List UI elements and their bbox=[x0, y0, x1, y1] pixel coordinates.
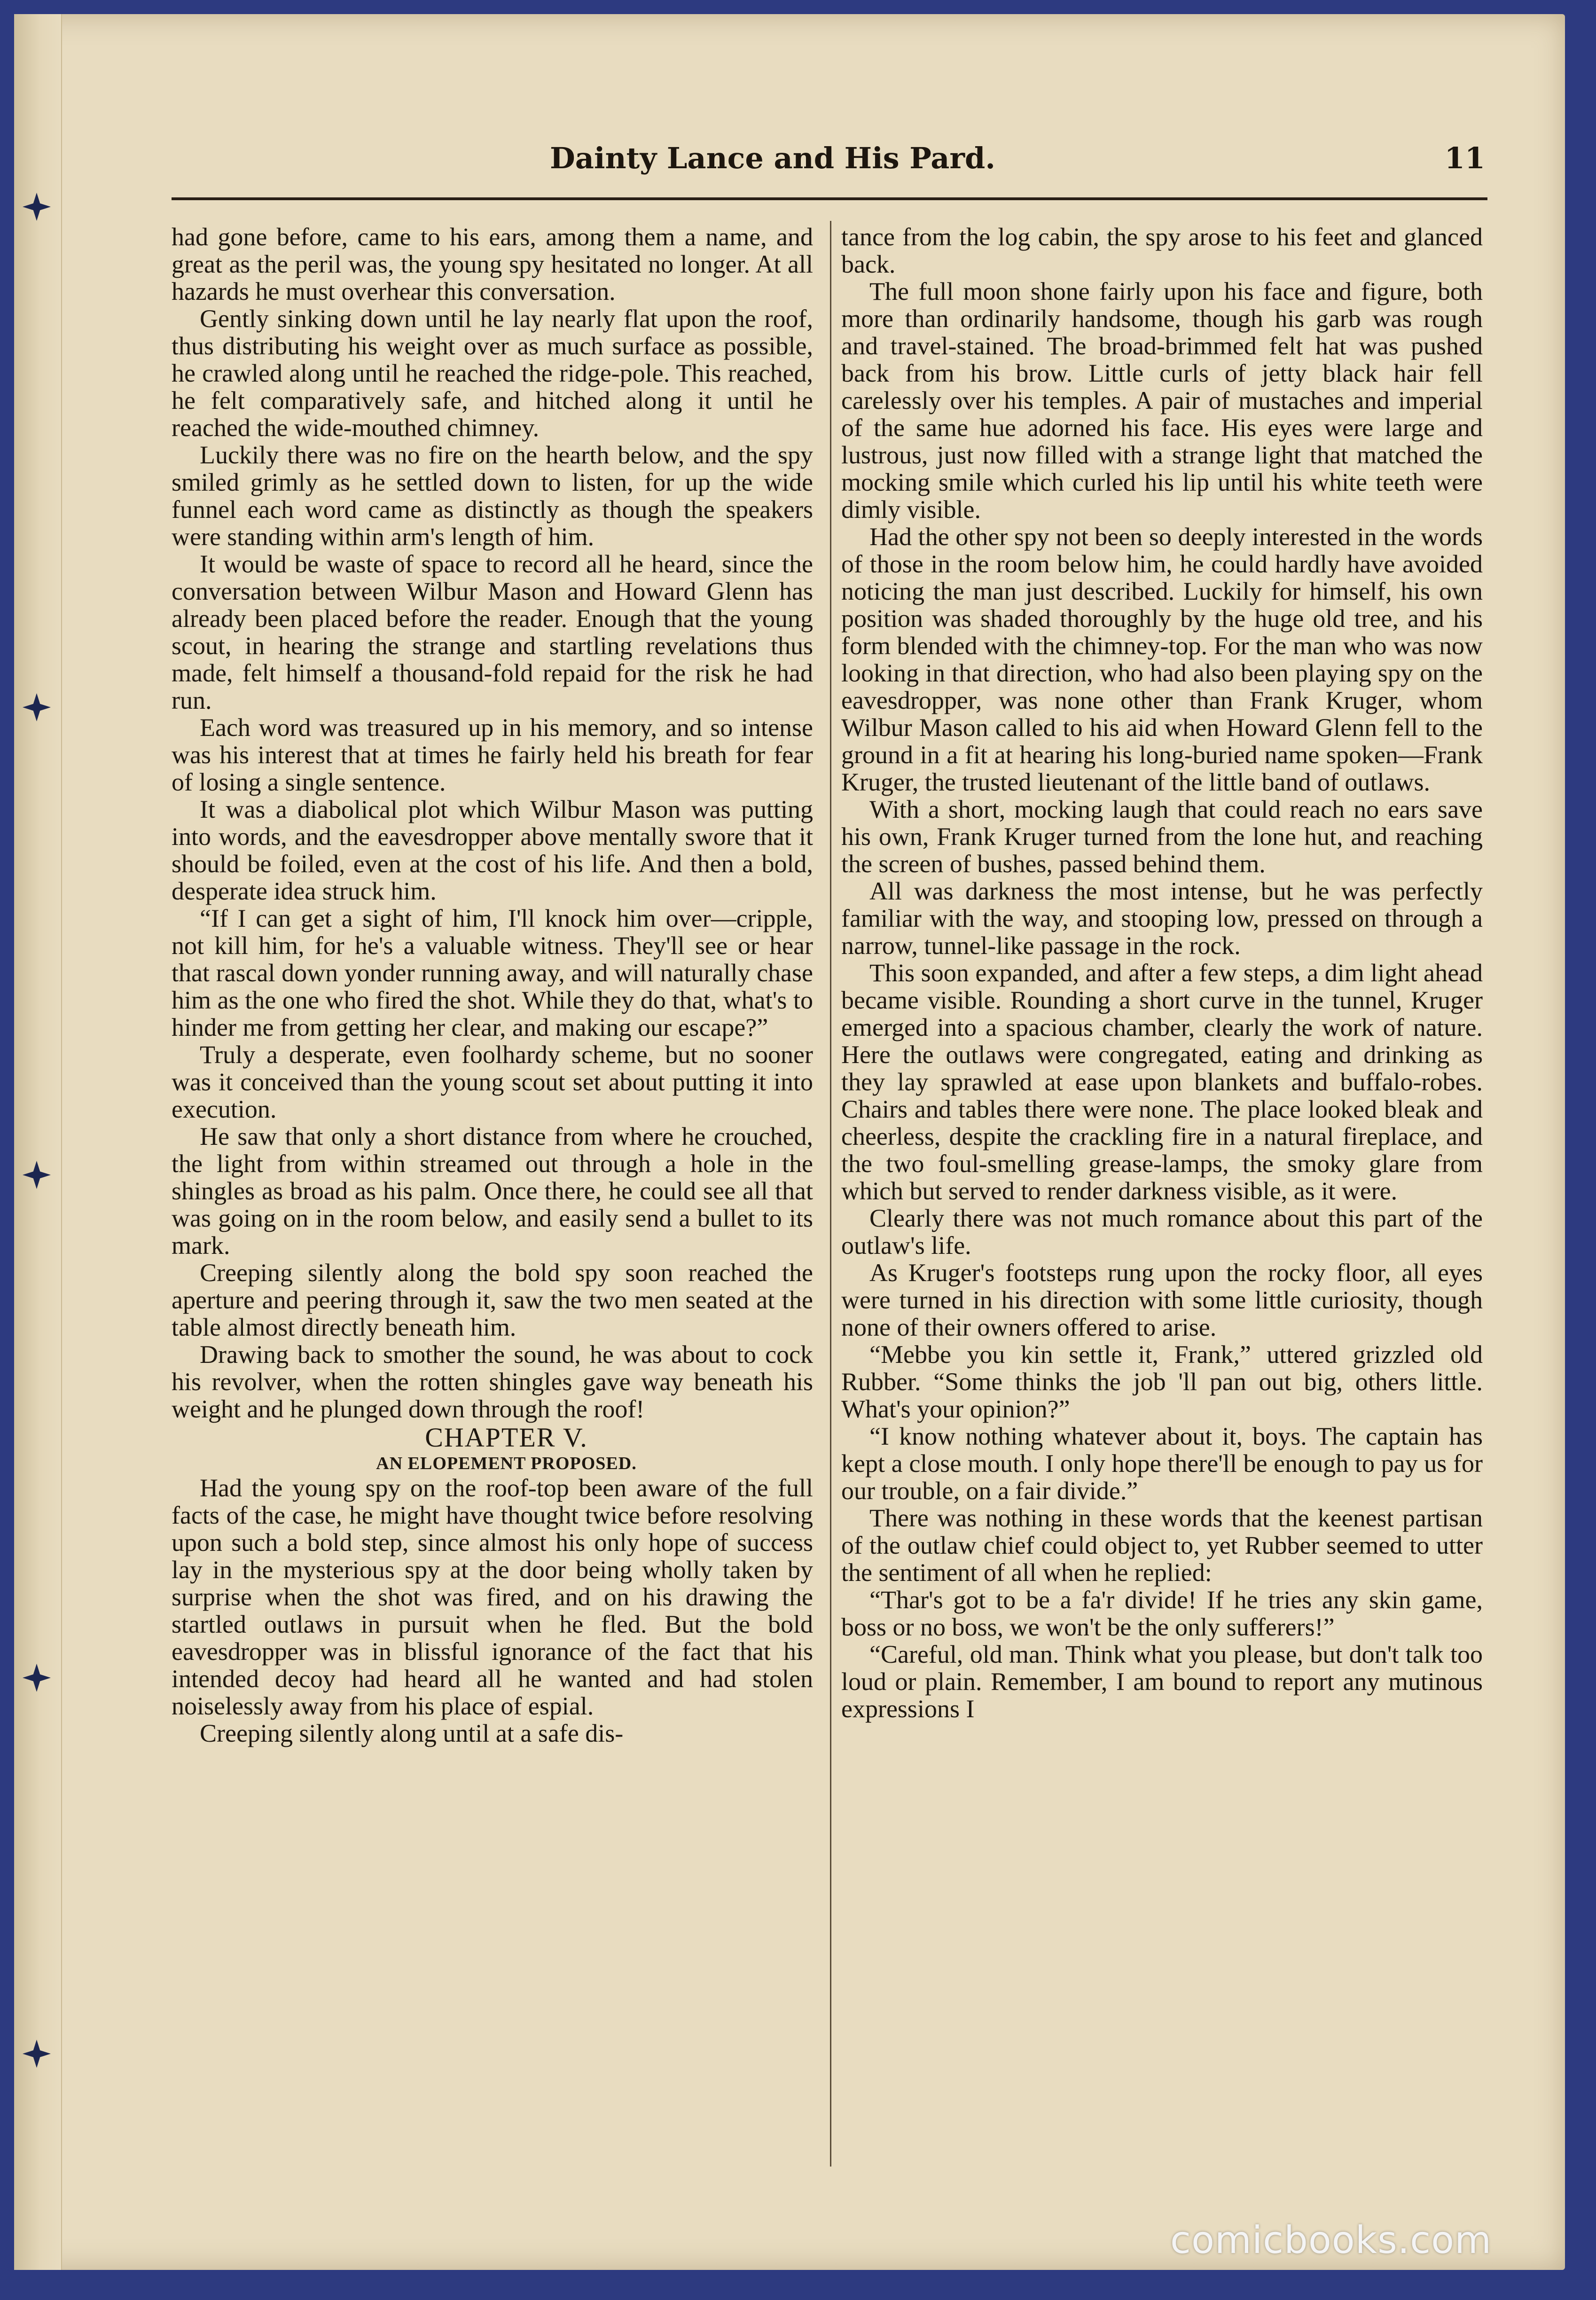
paragraph: “If I can get a sight of him, I'll knock him over—cripple, not kill him, for he's a valuable witness. They'll see or hear that rascal down yonder running away, and will naturally chase him as the one who fired the shot. While they do that, what's to hinder me from getting her clear, and making our escape?” bbox=[172, 904, 813, 1041]
staple-hole-icon bbox=[23, 1161, 51, 1189]
left-column bbox=[172, 223, 813, 2169]
paragraph: Had the young spy on the roof-top been aware of the full facts of the case, he might have thought twice before resolving upon such a bold step, since almost his only hope of success lay in the mysterious spy at the door being wholly taken by surprise when the shot was fired, and on his drawing the startled outlaws in pursuit when he fled. But the bold eavesdropper was in blissful ignorance of the fact that his intended decoy had heard all he wanted and had stolen noiselessly away from his place of espial. bbox=[172, 1474, 813, 1720]
paragraph: “Mebbe you kin settle it, Frank,” uttered grizzled old Rubber. “Some thinks the job 'll pan out big, others little. What's your opinion?” bbox=[841, 1340, 1483, 1423]
paragraph: It would be waste of space to record all he heard, since the conversation between Wilbur Mason and Howard Glenn has already been placed before the reader. Enough that the young scout, in hearing the strange and startling revelations thus made, felt himself a thousand-fold repaid for the risk he had run. bbox=[172, 550, 813, 714]
paragraph: “Thar's got to be a fa'r divide! If he tries any skin game, boss or no boss, we won't be the only sufferers!” bbox=[841, 1586, 1483, 1641]
paragraph: Luckily there was no fire on the hearth below, and the spy smiled grimly as he settled down to listen, for up the wide funnel each word came as distinctly as though the speakers were standing within arm's length of him. bbox=[172, 441, 813, 551]
paragraph: Gently sinking down until he lay nearly flat upon the roof, thus distributing his weight over as much surface as possible, he crawled along until he reached the ridge-pole. This reached, he felt comparatively safe, and hitched along it until he reached the wide-mouthed chimney. bbox=[172, 305, 813, 442]
paragraph: All was darkness the most intense, but he was perfectly familiar with the way, and stooping low, pressed on through a narrow, tunnel-like passage in the rock. bbox=[841, 877, 1483, 960]
chapter-subtitle: AN ELOPEMENT PROPOSED. bbox=[376, 1454, 637, 1473]
paragraph: The full moon shone fairly upon his face and figure, both more than ordinarily handsome, though his garb was rough and travel-stained. The broad-brimmed felt hat was pushed back from his brow. Little curls of jetty black hair fell carelessly over his temples. A pair of mustaches and imperial of the same hue adorned his face. His eyes were large and lustrous, just now filled with a strange light that matched the mocking smile which curled his lip until his white teeth were dimly visible. bbox=[841, 277, 1483, 524]
paragraph: He saw that only a short distance from where he crouched, the light from within streamed out through a hole in the shingles as broad as his palm. Once there, he could see all that was going on in the room below, and easily send a bullet to its mark. bbox=[172, 1122, 813, 1260]
paragraph: Drawing back to smother the sound, he was about to cock his revolver, when the rotten shingles gave way beneath his weight and he plunged down through the roof! bbox=[172, 1340, 813, 1423]
paragraph: Creeping silently along until at a safe dis- bbox=[200, 1719, 624, 1747]
paragraph: Clearly there was not much romance about this part of the outlaw's life. bbox=[841, 1204, 1483, 1260]
running-title: Dainty Lance and His Pard. bbox=[550, 141, 995, 175]
paragraph: It was a diabolical plot which Wilbur Mason was putting into words, and the eavesdropper above mentally swore that it should be foiled, even at the cost of his life. And then a bold, desperate idea struck him. bbox=[172, 795, 813, 905]
paragraph: Creeping silently along the bold spy soon reached the aperture and peering through it, saw the two men seated at the table almost directly beneath him. bbox=[172, 1259, 813, 1341]
paragraph: had gone before, came to his ears, among them a name, and great as the peril was, the young spy hesitated no longer. At all hazards he must overhear this conversation. bbox=[172, 223, 813, 305]
paragraph: “I know nothing whatever about it, boys. The captain has kept a close mouth. I only hope there'll be enough to pay us for our trouble, on a fair divide.” bbox=[841, 1422, 1483, 1505]
right-column bbox=[841, 223, 1483, 2169]
paragraph: With a short, mocking laugh that could reach no ears save his own, Frank Kruger turned from the lone hut, and reaching the screen of bushes, passed behind them. bbox=[841, 795, 1483, 878]
binding-gutter bbox=[14, 14, 62, 2270]
staple-hole-icon bbox=[23, 2040, 51, 2068]
staple-hole-icon bbox=[23, 1664, 51, 1692]
paragraph: tance from the log cabin, the spy arose to his feet and glanced back. bbox=[841, 223, 1483, 278]
paragraph: There was nothing in these words that the keenest partisan of the outlaw chief could object to, yet Rubber seemed to utter the sentiment of all when he replied: bbox=[841, 1504, 1483, 1587]
paragraph: Truly a desperate, even foolhardy scheme, but no sooner was it conceived than the young scout set about putting it into execution. bbox=[172, 1040, 813, 1123]
paragraph: “Careful, old man. Think what you please, but don't talk too loud or plain. Remember, I am bound to report any mutinous expressions I bbox=[841, 1640, 1483, 1723]
staple-hole-icon bbox=[23, 693, 51, 721]
chapter-title: CHAPTER V. bbox=[425, 1422, 588, 1453]
site-watermark: comicbooks.com bbox=[1170, 2218, 1492, 2262]
page-number: 11 bbox=[1444, 141, 1485, 175]
paragraph: As Kruger's footsteps rung upon the rocky floor, all eyes were turned in his direction with some little curiosity, though none of their owners offered to arise. bbox=[841, 1259, 1483, 1341]
header-rule bbox=[172, 197, 1487, 200]
paragraph: This soon expanded, and after a few steps, a dim light ahead became visible. Rounding a short curve in the tunnel, Kruger emerged into a spacious chamber, clearly the work of nature. Here the outlaws were congregated, eating and drinking as they lay sprawled at ease upon blankets and buffalo-robes. Chairs and tables there were none. The place looked bleak and cheerless, despite the crackling fire in a natural fireplace, and the two foul-smelling grease-lamps, the smoky glare from which but served to render darkness visible, as it were. bbox=[841, 959, 1483, 1205]
staple-hole-icon bbox=[23, 193, 51, 221]
column-divider bbox=[830, 221, 831, 2167]
paragraph: Had the other spy not been so deeply interested in the words of those in the room below him, he could hardly have avoided noticing the man just described. Luckily for himself, his own position was shaded thoroughly by the huge old tree, and his form blended with the chimney-top. For the man who was now looking in that direction, who had also been playing spy on the eavesdropper, was none other than Frank Kruger, whom Wilbur Mason called to his aid when Howard Glenn fell to the ground in a fit at hearing his long-buried name spoken—Frank Kruger, the trusted lieutenant of the little band of outlaws. bbox=[841, 523, 1483, 796]
paragraph: Each word was treasured up in his memory, and so intense was his interest that at times he fairly held his breath for fear of losing a single sentence. bbox=[172, 713, 813, 796]
